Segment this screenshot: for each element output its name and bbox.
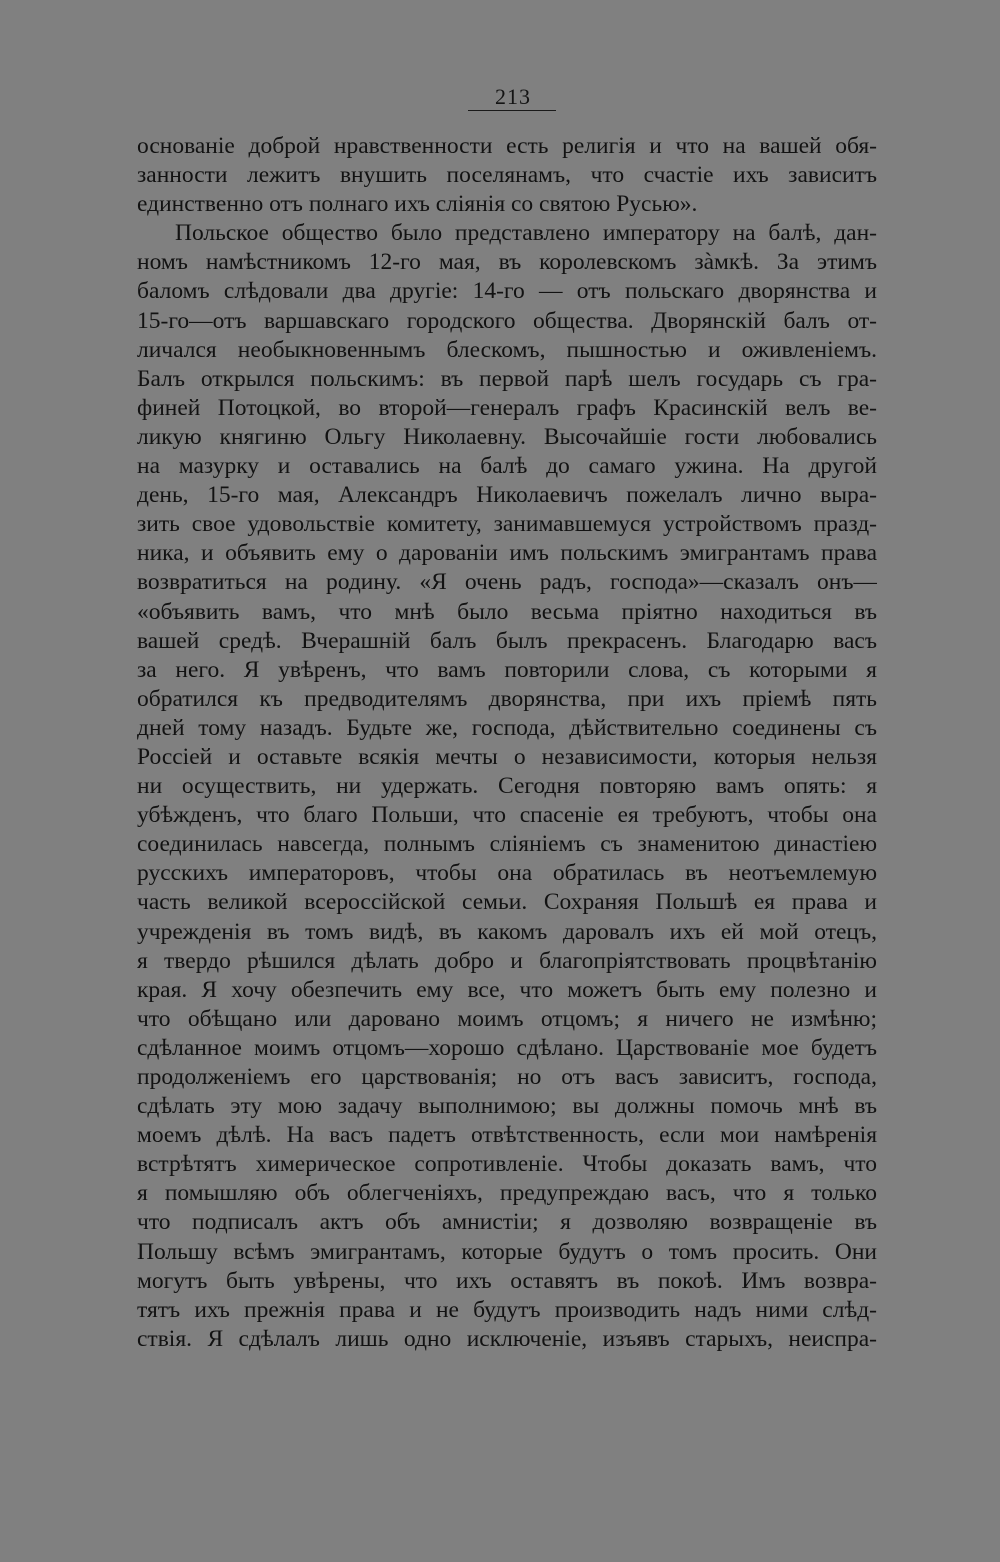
text-line: сдѣланное моимъ отцомъ—хорошо сдѣлано. Царствованіе мое будетъ	[137, 1034, 877, 1061]
text-line: края. Я хочу обезпечить ему все, что можетъ быть ему полезно и	[137, 976, 877, 1003]
text-line: я твердо рѣшился дѣлать добро и благопріятствовать процвѣтанію	[137, 947, 877, 974]
text-line: баломъ слѣдовали два другіе: 14-го — отъ польскаго дворянства и	[137, 278, 877, 305]
text-line: занности лежитъ внушить поселянамъ, что счастіе ихъ зависитъ	[137, 162, 877, 189]
text-line: встрѣтятъ химерическое сопротивленіе. Чтобы доказать вамъ, что	[137, 1151, 877, 1178]
text-line: единственно отъ полнаго ихъ сліянія со святою Русью».	[137, 191, 698, 218]
text-line: убѣжденъ, что благо Польши, что спасеніе ея требуютъ, чтобы она	[137, 802, 877, 829]
text-line: Балъ открылся польскимъ: въ первой парѣ шелъ государь съ гра-	[137, 365, 877, 392]
text-line: обратился къ предводителямъ дворянства, при ихъ пріемѣ пять	[137, 685, 877, 712]
body-text	[137, 132, 877, 1354]
text-line: моемъ дѣлѣ. На васъ падетъ отвѣтственность, если мои намѣренія	[137, 1122, 877, 1149]
text-line: ника, и объявить ему о дарованіи имъ польскимъ эмигрантамъ права	[137, 540, 877, 567]
text-line: Россіей и оставьте всякія мечты о независимости, которыя нельзя	[137, 743, 877, 770]
text-line: соединилась навсегда, полнымъ сліяніемъ съ знаменитою династіею	[137, 831, 877, 858]
text-line: день, 15-го мая, Александръ Николаевичъ пожелалъ лично выра-	[137, 482, 877, 509]
text-line: что обѣщано или даровано моимъ отцомъ; я ничего не измѣню;	[137, 1005, 877, 1032]
page-number-rule	[468, 110, 556, 111]
text-line: я помышляю объ облегченіяхъ, предупреждаю васъ, что я только	[137, 1180, 877, 1207]
text-line: номъ намѣстникомъ 12-го мая, въ королевскомъ зàмкѣ. За этимъ	[137, 249, 877, 276]
text-line: «объявить вамъ, что мнѣ было весьма пріятно находиться въ	[137, 598, 877, 625]
text-line: зить свое удовольствіе комитету, занимавшемуся устройствомъ празд-	[137, 511, 877, 538]
text-line: возвратиться на родину. «Я очень радъ, господа»—сказалъ онъ—	[137, 569, 877, 596]
text-line: русскихъ императоровъ, чтобы она обратилась въ неотъемлемую	[137, 860, 877, 887]
text-line: Польшу всѣмъ эмигрантамъ, которые будутъ о томъ просить. Они	[137, 1238, 877, 1265]
text-line: финей Потоцкой, во второй—генералъ графъ Красинскій велъ ве-	[137, 394, 877, 421]
text-line: продолженіемъ его царствованія; но отъ васъ зависитъ, господа,	[137, 1064, 877, 1090]
text-line: за него. Я увѣренъ, что вамъ повторили слова, съ которыми я	[137, 656, 877, 683]
text-line: вашей средѣ. Вчерашній балъ былъ прекрасенъ. Благодарю васъ	[137, 627, 877, 654]
page-number: 213	[495, 84, 531, 109]
text-line: ни осуществить, ни удержать. Сегодня повторяю вамъ опять: я	[137, 773, 877, 800]
text-line: учрежденія въ томъ видѣ, въ какомъ даровалъ ихъ ей мой отецъ,	[137, 918, 877, 945]
text-line: 15-го—отъ варшавскаго городского общества. Дворянскій балъ от-	[137, 307, 877, 334]
text-line: могутъ быть увѣрены, что ихъ оставятъ въ покоѣ. Имъ возвра-	[137, 1267, 877, 1294]
text-line: ствія. Я сдѣлалъ лишь одно исключеніе, изъявъ старыхъ, неиспра-	[137, 1325, 877, 1352]
text-line: часть великой всероссійской семьи. Сохраняя Польшѣ ея права и	[137, 889, 877, 916]
text-line: Польское общество было представлено императору на балѣ, дан-	[175, 220, 877, 247]
text-line: ликую княгиню Ольгу Николаевну. Высочайшіе гости любовались	[137, 423, 877, 450]
text-line: сдѣлать эту мою задачу выполнимою; вы должны помочь мнѣ въ	[137, 1093, 877, 1120]
text-line: основаніе доброй нравственности есть религія и что на вашей обя-	[137, 133, 877, 159]
text-line: личался необыкновеннымъ блескомъ, пышностью и оживленіемъ.	[137, 336, 877, 363]
text-line: что подписалъ актъ объ амнистіи; я дозволяю возвращеніе въ	[137, 1209, 877, 1236]
text-line: тятъ ихъ прежнія права и не будутъ производить надъ ними слѣд-	[137, 1296, 877, 1323]
text-line: дней тому назадъ. Будьте же, господа, дѣйствительно соединены съ	[137, 714, 877, 741]
text-line: на мазурку и оставались на балѣ до самаго ужина. На другой	[137, 453, 877, 480]
